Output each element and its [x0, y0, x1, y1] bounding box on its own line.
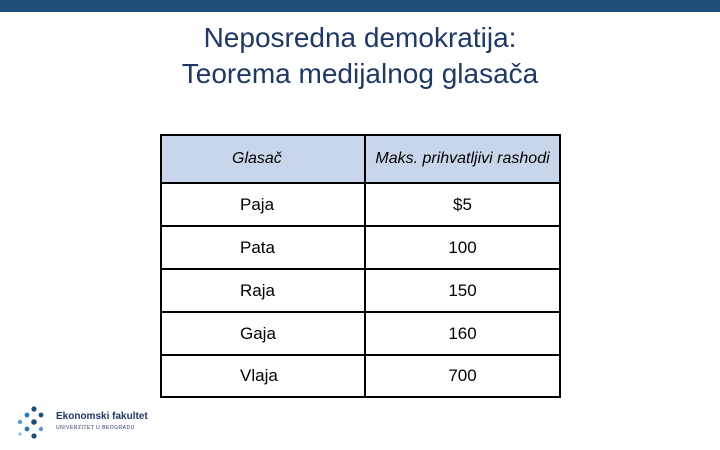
- voter-name: Raja: [161, 269, 365, 312]
- voter-spending: 150: [365, 269, 560, 312]
- voter-name: Gaja: [161, 312, 365, 355]
- voter-name: Paja: [161, 183, 365, 226]
- header-max-spending: Maks. prihvatljivi rashodi: [365, 135, 560, 183]
- table-row: [161, 226, 560, 269]
- voter-spending: $5: [365, 183, 560, 226]
- voter-spending: 100: [365, 226, 560, 269]
- dots-logo-icon: [16, 405, 52, 441]
- faculty-logo: [16, 405, 156, 441]
- top-accent-bar: [0, 0, 720, 12]
- table-row: [161, 355, 560, 397]
- voter-spending: 160: [365, 312, 560, 355]
- voters-table: [160, 134, 561, 398]
- voter-name: Vlaja: [161, 355, 365, 397]
- logo-subtitle: UNIVERZITET U BEOGRADU: [56, 425, 135, 431]
- table-header-row: [161, 135, 560, 183]
- voter-name: Pata: [161, 226, 365, 269]
- title-line-1: Neposredna demokratija:: [203, 22, 517, 53]
- header-voter: Glasač: [161, 135, 365, 183]
- table-row: [161, 183, 560, 226]
- title-line-2: Teorema medijalnog glasača: [181, 58, 539, 89]
- logo-name: Ekonomski fakultet: [56, 411, 148, 422]
- table-row: [161, 269, 560, 312]
- voter-spending: 700: [365, 355, 560, 397]
- table-row: [161, 312, 560, 355]
- slide-title: [0, 20, 720, 92]
